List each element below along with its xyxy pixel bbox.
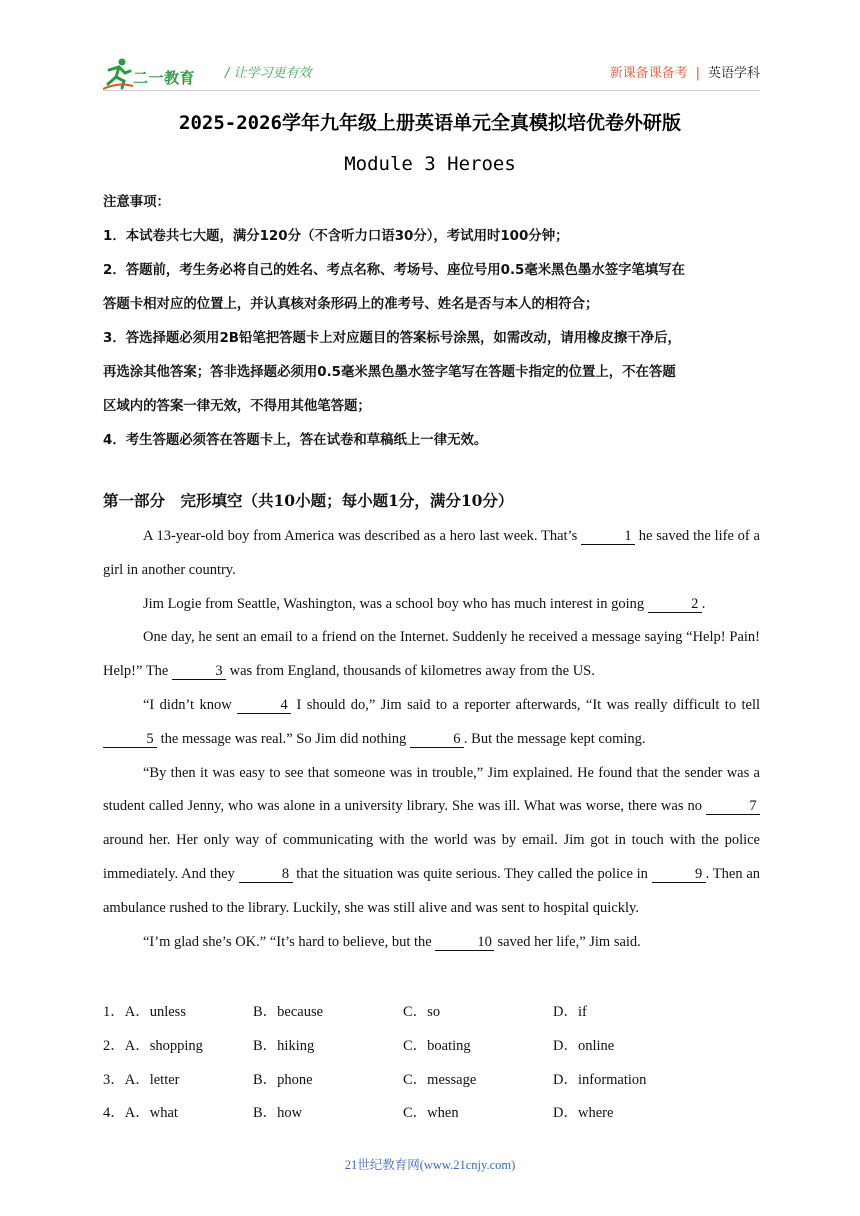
paragraph — [103, 757, 760, 926]
option: B．how — [253, 1105, 303, 1122]
notice-line: 答题卡相对应的位置上，并认真核对条形码上的准考号、姓名是否与本人的相符合； — [103, 297, 599, 312]
option-row — [103, 993, 760, 1027]
header-divider — [103, 90, 760, 91]
footer-link[interactable]: 21世纪教育网(www.21cnjy.com) — [344, 1158, 516, 1172]
text: saved her life,” Jim said. — [493, 933, 641, 950]
text: that the situation was quite serious. They called the police in — [292, 865, 652, 882]
paragraph — [103, 588, 760, 622]
header-right — [610, 62, 760, 81]
option: C．when — [403, 1105, 459, 1122]
logo-text: 二一教育 — [133, 69, 196, 87]
option: D．if — [553, 1004, 587, 1020]
option: D．where — [553, 1105, 614, 1122]
blank-10: 10 — [435, 934, 494, 951]
blank-9: 9 — [652, 866, 706, 883]
option-row — [103, 1094, 760, 1128]
exam-subtitle: Module 3 Heroes — [344, 153, 516, 175]
blank-2: 2 — [648, 596, 702, 613]
option-row — [103, 1061, 760, 1095]
runner-logo-icon — [103, 56, 133, 90]
text: around her. Her only way of communicating with the world was by email. Jim got in touch with the police immediately. And they — [103, 832, 760, 882]
text: A 13-year-old boy from America was described as a hero last week. That’s — [143, 528, 582, 544]
text: . But the message kept coming. — [463, 730, 646, 747]
option: B．because — [253, 1004, 324, 1020]
paragraph — [103, 689, 760, 757]
option: 4．A．what — [103, 1105, 178, 1122]
blank-4: 4 — [237, 697, 291, 714]
logo — [103, 56, 215, 90]
text: . — [701, 595, 706, 612]
option: C．so — [403, 1004, 441, 1020]
blank-5: 5 — [103, 731, 157, 748]
option-row — [103, 1027, 760, 1061]
paragraph — [103, 520, 760, 588]
text: “By then it was easy to see that someone was in trouble,” Jim explained. He found that the sender was a student called Jenny, who was alone in a university library. She was ill. What was worse, there was no — [103, 764, 760, 815]
option: 2．A．shopping — [103, 1037, 203, 1054]
text: he saved the life of a girl in another country. — [103, 528, 760, 578]
cloze-passage — [103, 520, 760, 959]
slogan: / 让学习更有效 — [225, 66, 312, 81]
notice-line: 2．答题前，考生务必将自己的姓名、考点名称、考场号、座位号用0.5毫米黑色墨水签字笔填写在 — [103, 263, 686, 278]
option: 3．A．letter — [103, 1071, 180, 1088]
paragraph — [103, 621, 760, 689]
exam-title: 2025-2026学年九年级上册英语单元全真模拟培优卷外研版 — [179, 112, 681, 134]
text: was from England, thousands of kilometres away from the US. — [225, 663, 595, 680]
header-tag-subject: 英语学科 — [707, 66, 760, 81]
option: B．hiking — [253, 1037, 315, 1054]
blank-1: 1 — [581, 528, 635, 545]
notice-line: 1．本试卷共七大题，满分120分（不含听力口语30分），考试用时100分钟； — [103, 229, 569, 244]
notice-block — [103, 186, 760, 458]
option: B．phone — [253, 1071, 313, 1088]
blank-7: 7 — [706, 798, 760, 815]
option: D．information — [553, 1071, 647, 1088]
section-title: 第一部分 完形填空（共10小题；每小题1分，满分10分） — [103, 491, 514, 510]
notice-line: 4．考生答题必须答在答题卡上，答在试卷和草稿纸上一律无效。 — [103, 433, 488, 448]
text: Jim Logie from Seattle, Washington, was a school boy who has much interest in going — [143, 595, 648, 612]
option: C．boating — [403, 1037, 471, 1054]
notice-line: 区域内的答案一律无效，不得用其他笔答题； — [103, 399, 371, 414]
notice-heading: 注意事项： — [103, 195, 170, 210]
text: “I didn’t know — [143, 696, 238, 713]
answer-options — [103, 993, 760, 1128]
text: I should do,” Jim said to a reporter afterwards, “It was really difficult to tell — [291, 696, 760, 713]
header-tag-prep: 新课备课备考 — [609, 66, 688, 81]
page-header — [103, 52, 760, 92]
header-separator: | — [695, 66, 700, 81]
option: D．online — [553, 1037, 615, 1054]
notice-line: 3．答选择题必须用2B铅笔把答题卡上对应题目的答案标号涂黑，如需改动，请用橡皮擦干净后， — [103, 331, 681, 346]
blank-6: 6 — [410, 731, 464, 748]
blank-8: 8 — [239, 866, 293, 883]
blank-3: 3 — [172, 663, 226, 680]
option: 1．A．unless — [103, 1004, 186, 1020]
text: One day, he sent an email to a friend on the Internet. Suddenly he received a message saying “Help! Pain! Help!” The — [103, 629, 760, 680]
text: the message was real.” So Jim did nothing — [157, 730, 410, 747]
text: “I’m glad she’s OK.” “It’s hard to believe, but the — [143, 933, 436, 950]
option: C．message — [403, 1071, 477, 1088]
paragraph — [103, 926, 760, 960]
notice-line: 再选涂其他答案；答非选择题必须用0.5毫米黑色墨水签字笔写在答题卡指定的位置上，不在答题 — [103, 365, 676, 380]
text: . Then an ambulance rushed to the library. Luckily, she was still alive and was sent to hospital quickly. — [103, 865, 760, 916]
